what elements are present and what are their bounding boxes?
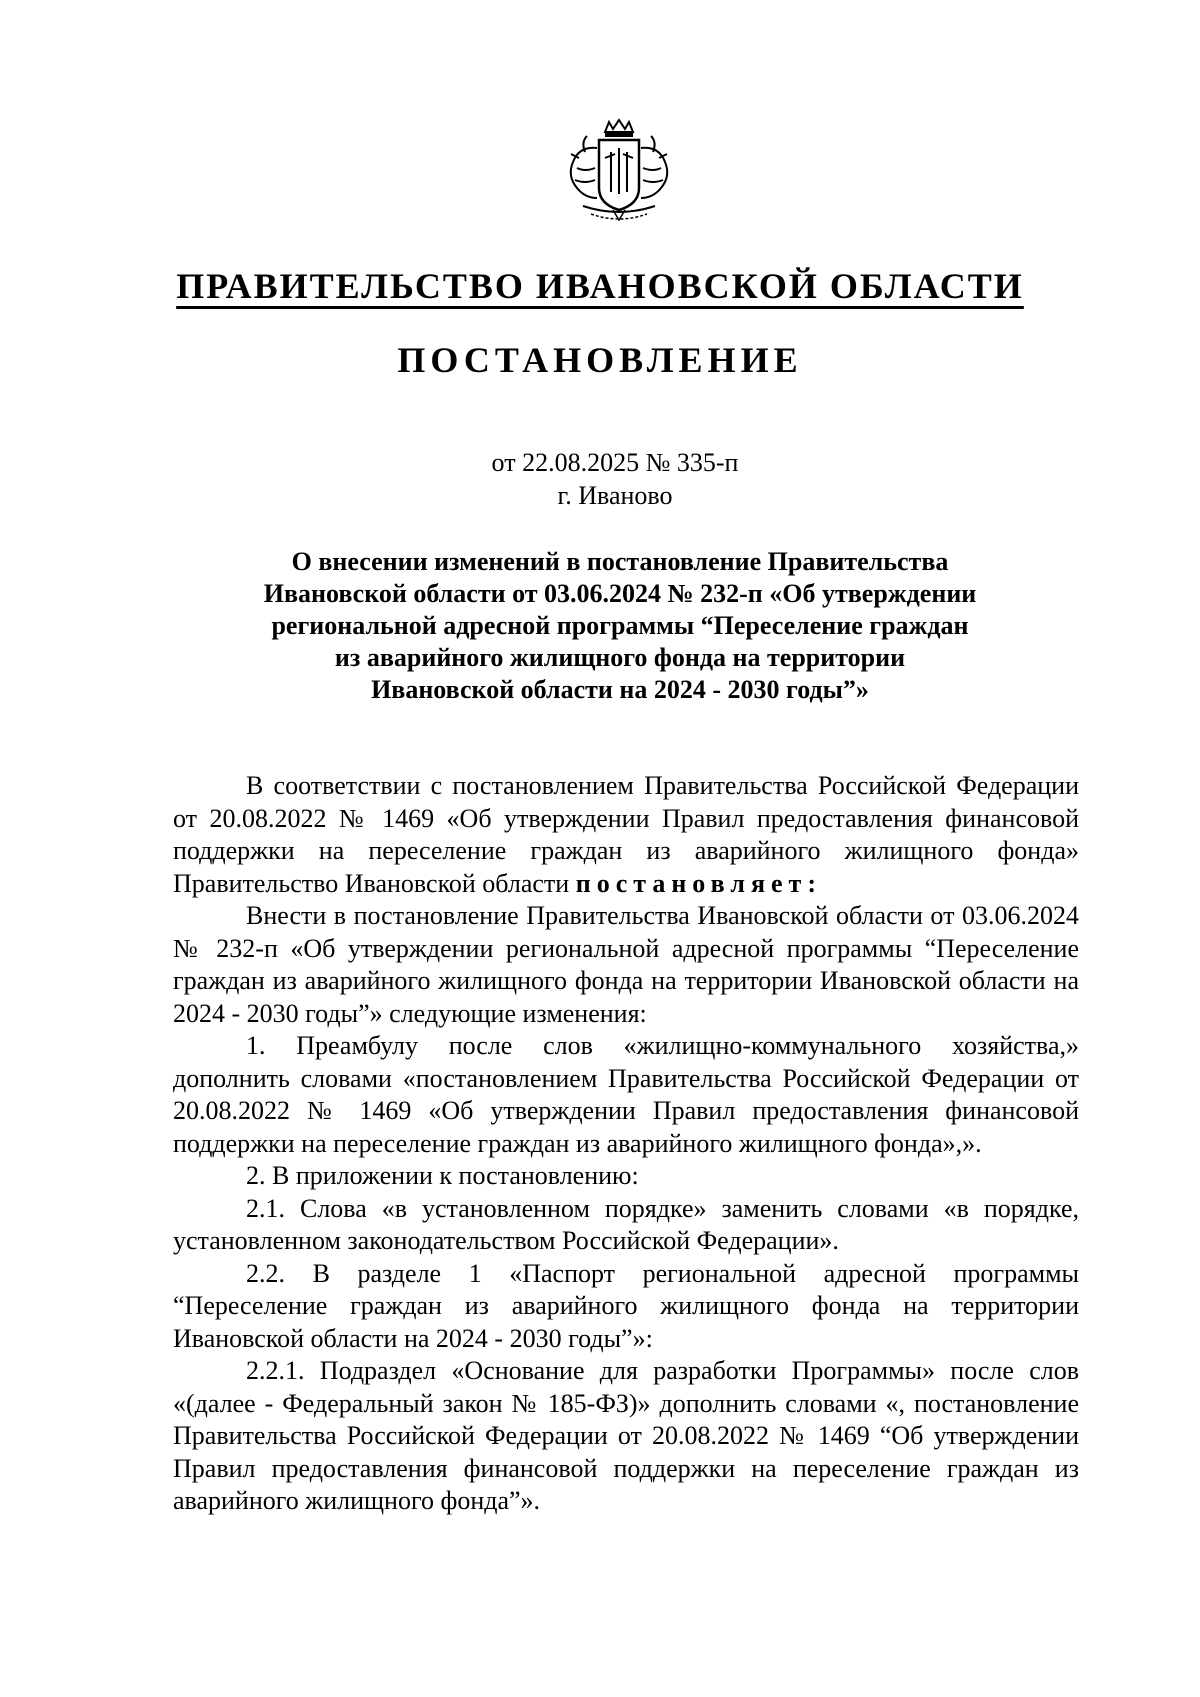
body-paragraph: 2.2.1. Подраздел «Основание для разработки Программы» после слов «(далее - Федеральный закон № 185-ФЗ)» дополнить словами «, постановление Правительства Российской Федерации от 20.08.2022 № 1469 “Об утверждении Правил предоставления финансовой поддержки на переселение граждан из аварийного жилищного фонда”». [173,1356,1079,1515]
coat-of-arms-icon [555,118,683,228]
heading-line: Ивановской области от 03.06.2024 № 232-п «Об утверждении [263,579,977,608]
preamble-paragraph [173,770,1079,900]
organization-title: ПРАВИТЕЛЬСТВО ИВАНОВСКОЙ ОБЛАСТИ [176,266,1024,306]
heading-line: из аварийного жилищного фонда на территории [334,643,906,672]
preamble-text: В соответствии с постановлением Правительства Российской Федерации от 20.08.2022 № 1469 «Об утверждении Правил предоставления финансовой поддержки на переселение граждан из аварийного жилищного фонда» Правительство Ивановской области [173,771,1079,898]
body-paragraph: 2.1. Слова «в установленном порядке» заменить словами «в порядке, установленном законодательством Российской Федерации». [173,1193,1079,1255]
heading-line: Ивановской области на 2024 - 2030 годы”» [371,675,869,704]
body-paragraph: 1. Преамбулу после слов «жилищно-коммунального хозяйства,» дополнить словами «постановлением Правительства Российской Федерации от 20.08.2022 № 1469 «Об утверждении Правил предоставления финансовой поддержки на переселение граждан из аварийного жилищного фонда»,». [173,1031,1079,1158]
decree-word: постановляет: [575,868,822,898]
document-type: ПОСТАНОВЛЕНИЕ [397,340,803,380]
document-number-date: от 22.08.2025 № 335-п [491,448,739,477]
heading-line: О внесении изменений в постановление Правительства [291,547,949,576]
body-paragraph: Внести в постановление Правительства Ивановской области от 03.06.2024 № 232-п «Об утверждении региональной адресной программы “Переселение граждан из аварийного жилищного фонда на территории Ивановской области на 2024 - 2030 годы”» следующие изменения: [173,901,1079,1028]
document-heading [170,546,1070,706]
body-paragraph: 2. В приложении к постановлению: [246,1161,639,1190]
body-paragraph: 2.2. В разделе 1 «Паспорт региональной адресной программы “Переселение граждан из аварийного жилищного фонда на территории Ивановской области на 2024 - 2030 годы”»: [173,1258,1079,1353]
document-body [173,770,1079,1518]
document-city: г. Иваново [557,481,673,510]
heading-line: региональной адресной программы “Переселение граждан [271,611,969,640]
